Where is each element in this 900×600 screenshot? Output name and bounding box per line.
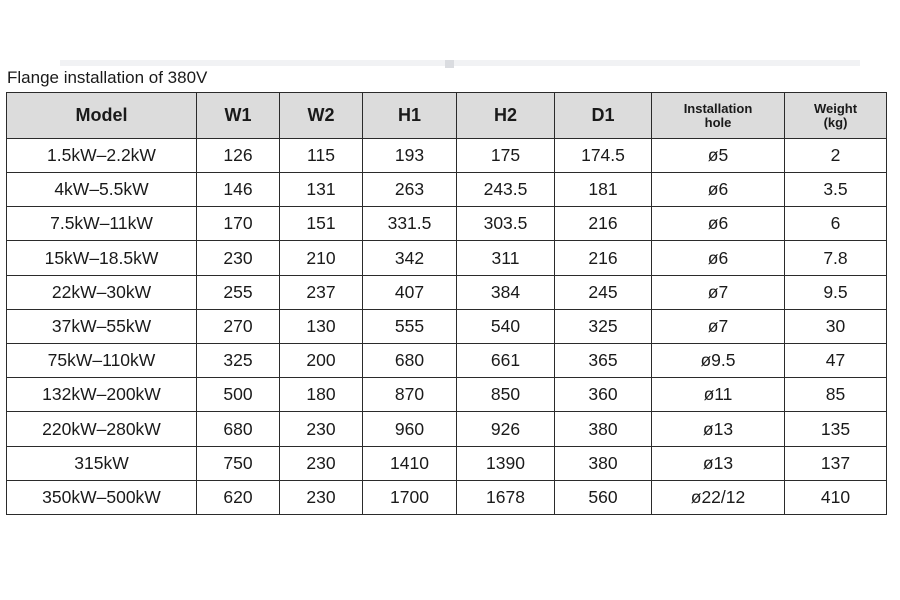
table-body	[7, 139, 887, 515]
cell-h1: 960	[363, 412, 457, 447]
cell-w2: 151	[280, 207, 363, 241]
cell-weight: 9.5	[785, 276, 887, 310]
table-row	[7, 276, 887, 310]
cell-weight: 7.8	[785, 241, 887, 276]
cell-h1: 342	[363, 241, 457, 276]
table-row	[7, 481, 887, 515]
table-row	[7, 344, 887, 378]
table-row	[7, 241, 887, 276]
cell-h2: 540	[457, 310, 555, 344]
cell-w2: 115	[280, 139, 363, 173]
cell-h2: 384	[457, 276, 555, 310]
cell-model: 1.5kW–2.2kW	[7, 139, 197, 173]
cell-hole: ø22/12	[652, 481, 785, 515]
cell-hole: ø6	[652, 207, 785, 241]
cell-h1: 555	[363, 310, 457, 344]
header-w2: W2	[280, 93, 363, 139]
cell-weight: 410	[785, 481, 887, 515]
header-model: Model	[7, 93, 197, 139]
top-divider-mark	[445, 60, 454, 68]
flange-spec-table	[6, 92, 887, 515]
cell-model: 315kW	[7, 447, 197, 481]
cell-h1: 870	[363, 378, 457, 412]
cell-h1: 1410	[363, 447, 457, 481]
header-weight-line1: Weight	[813, 100, 858, 116]
table-row	[7, 139, 887, 173]
cell-h2: 303.5	[457, 207, 555, 241]
cell-h2: 661	[457, 344, 555, 378]
cell-h2: 1390	[457, 447, 555, 481]
cell-h1: 263	[363, 173, 457, 207]
cell-weight: 85	[785, 378, 887, 412]
cell-model: 220kW–280kW	[7, 412, 197, 447]
cell-d1: 174.5	[555, 139, 652, 173]
cell-d1: 380	[555, 412, 652, 447]
cell-d1: 560	[555, 481, 652, 515]
header-d1: D1	[555, 93, 652, 139]
cell-weight: 6	[785, 207, 887, 241]
cell-w2: 230	[280, 481, 363, 515]
cell-w2: 230	[280, 447, 363, 481]
cell-weight: 47	[785, 344, 887, 378]
cell-model: 75kW–110kW	[7, 344, 197, 378]
header-installation-hole	[652, 93, 785, 139]
cell-hole: ø13	[652, 447, 785, 481]
table-row	[7, 207, 887, 241]
header-installation-hole-line1: Installation	[683, 100, 753, 116]
cell-hole: ø6	[652, 241, 785, 276]
cell-weight: 137	[785, 447, 887, 481]
table-caption: Flange installation of 380V	[7, 68, 208, 87]
cell-h1: 680	[363, 344, 457, 378]
cell-model: 15kW–18.5kW	[7, 241, 197, 276]
cell-model: 132kW–200kW	[7, 378, 197, 412]
cell-w2: 200	[280, 344, 363, 378]
cell-w2: 130	[280, 310, 363, 344]
cell-w1: 620	[197, 481, 280, 515]
cell-h2: 175	[457, 139, 555, 173]
header-weight-line2: (kg)	[823, 114, 848, 130]
cell-model: 4kW–5.5kW	[7, 173, 197, 207]
cell-d1: 216	[555, 207, 652, 241]
cell-hole: ø11	[652, 378, 785, 412]
table-row	[7, 447, 887, 481]
cell-w1: 255	[197, 276, 280, 310]
cell-model: 37kW–55kW	[7, 310, 197, 344]
table-row	[7, 412, 887, 447]
header-installation-hole-line2: hole	[704, 114, 732, 130]
cell-w1: 146	[197, 173, 280, 207]
cell-w2: 210	[280, 241, 363, 276]
cell-weight: 2	[785, 139, 887, 173]
cell-h2: 926	[457, 412, 555, 447]
cell-hole: ø9.5	[652, 344, 785, 378]
cell-d1: 245	[555, 276, 652, 310]
cell-h2: 311	[457, 241, 555, 276]
cell-h2: 1678	[457, 481, 555, 515]
cell-d1: 325	[555, 310, 652, 344]
cell-hole: ø13	[652, 412, 785, 447]
cell-w1: 270	[197, 310, 280, 344]
cell-weight: 3.5	[785, 173, 887, 207]
cell-w1: 325	[197, 344, 280, 378]
cell-model: 22kW–30kW	[7, 276, 197, 310]
cell-w2: 237	[280, 276, 363, 310]
cell-h1: 193	[363, 139, 457, 173]
cell-d1: 360	[555, 378, 652, 412]
header-h2: H2	[457, 93, 555, 139]
cell-h1: 407	[363, 276, 457, 310]
header-row	[7, 93, 887, 139]
cell-hole: ø7	[652, 310, 785, 344]
top-divider-strip	[60, 60, 860, 66]
cell-weight: 30	[785, 310, 887, 344]
cell-hole: ø6	[652, 173, 785, 207]
cell-h2: 850	[457, 378, 555, 412]
cell-w2: 131	[280, 173, 363, 207]
cell-model: 350kW–500kW	[7, 481, 197, 515]
cell-hole: ø5	[652, 139, 785, 173]
cell-d1: 216	[555, 241, 652, 276]
table-row	[7, 173, 887, 207]
cell-hole: ø7	[652, 276, 785, 310]
cell-w2: 180	[280, 378, 363, 412]
cell-d1: 380	[555, 447, 652, 481]
cell-w1: 230	[197, 241, 280, 276]
cell-w1: 680	[197, 412, 280, 447]
cell-w1: 170	[197, 207, 280, 241]
header-weight	[785, 93, 887, 139]
cell-h2: 243.5	[457, 173, 555, 207]
header-w1: W1	[197, 93, 280, 139]
cell-w1: 500	[197, 378, 280, 412]
cell-w1: 750	[197, 447, 280, 481]
cell-weight: 135	[785, 412, 887, 447]
cell-d1: 181	[555, 173, 652, 207]
table-row	[7, 378, 887, 412]
cell-h1: 1700	[363, 481, 457, 515]
cell-w1: 126	[197, 139, 280, 173]
header-h1: H1	[363, 93, 457, 139]
cell-model: 7.5kW–11kW	[7, 207, 197, 241]
cell-d1: 365	[555, 344, 652, 378]
cell-h1: 331.5	[363, 207, 457, 241]
table-row	[7, 310, 887, 344]
cell-w2: 230	[280, 412, 363, 447]
